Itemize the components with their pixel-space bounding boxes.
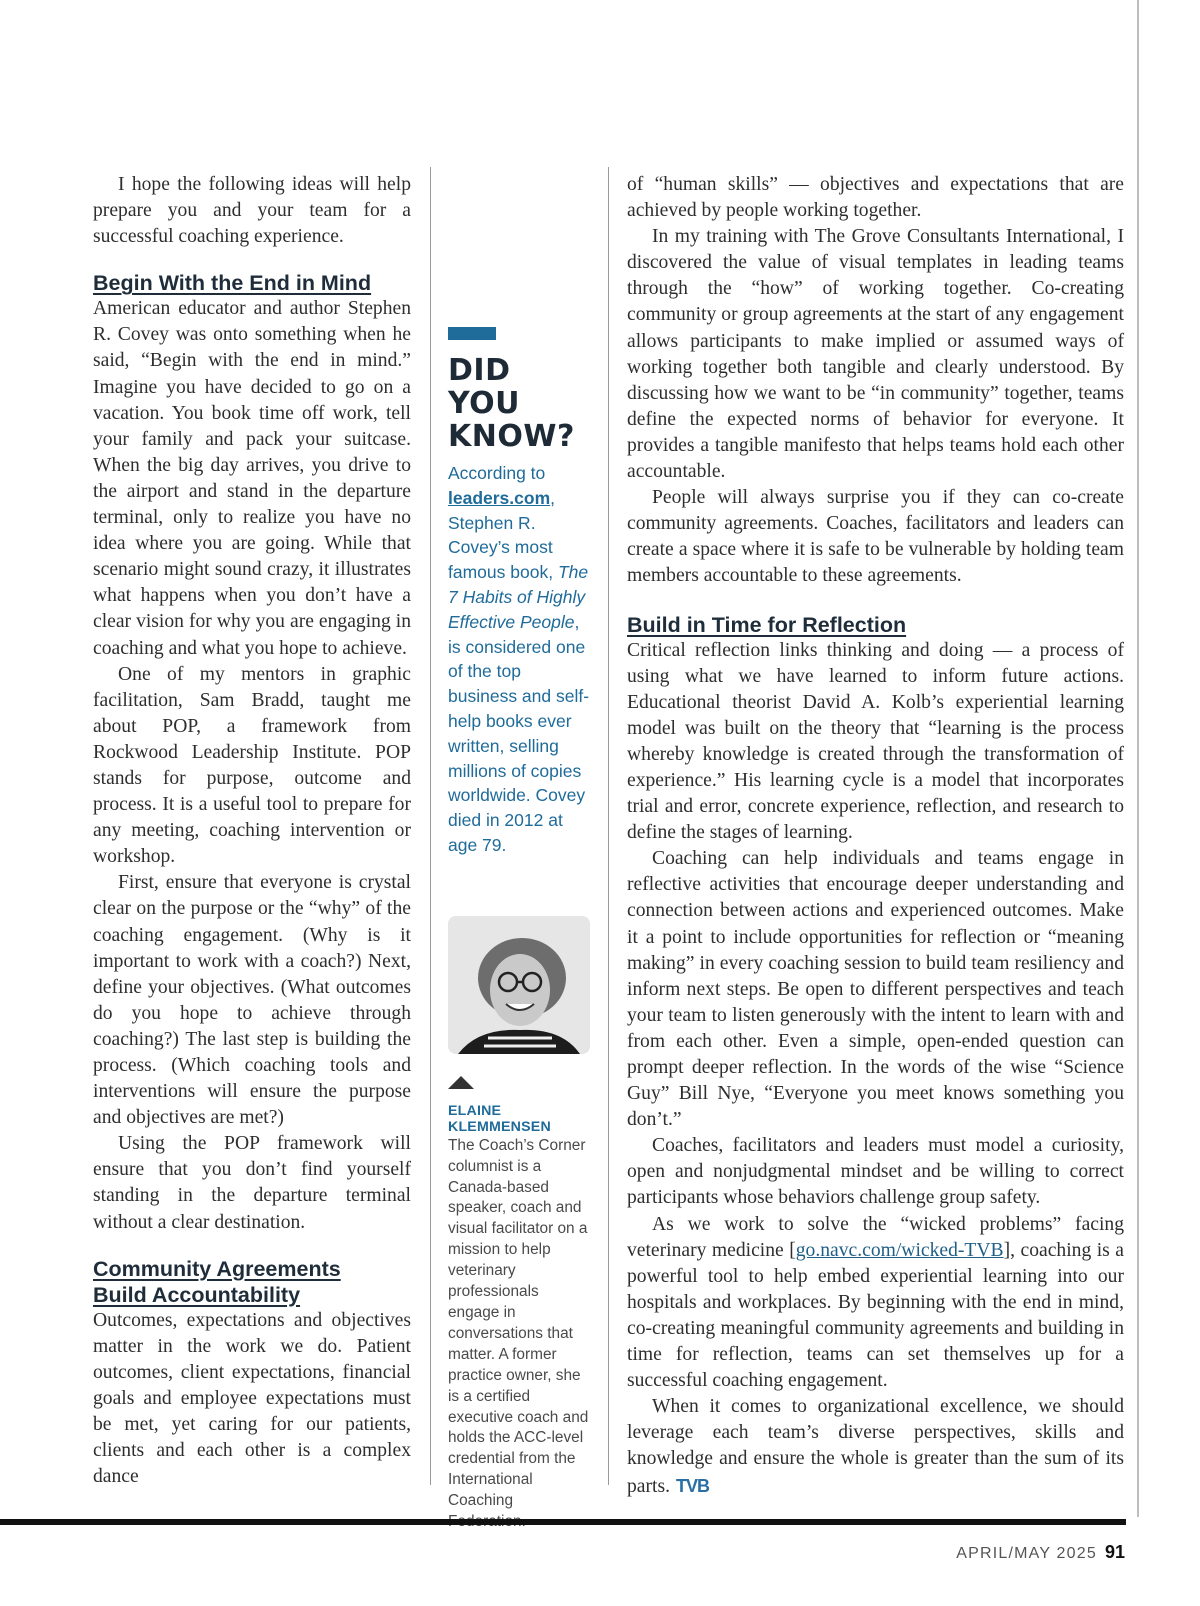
sidebar-title-line: DID YOU <box>448 353 521 421</box>
heading-begin-with-end: Begin With the End in Mind <box>93 271 372 296</box>
text-part: ], coaching is a powerful tool to help embed experiential learning into our hospitals and workplaces. By beginning with the end in mind, co-creating meaningful community agreements and building in time for reflection, teams can set themselves up for a successful coaching engagement. <box>627 1239 1124 1392</box>
sidebar-title <box>448 354 590 453</box>
body-paragraph: One of my mentors in graphic facilitation, Sam Bradd, taught me about POP, a framework from Rockwood Leadership Institute. POP stands for purpose, outcome and process. It is a useful tool to prepare for any meeting, coaching intervention or workshop. <box>93 663 411 868</box>
body-paragraph: Outcomes, expectations and objectives matter in the work we do. Patient outcomes, client expectations, financial goals and employee expectations must be met, yet caring for our patients, clients and each other is a complex dance <box>93 1309 411 1488</box>
did-you-know-sidebar <box>448 172 590 1533</box>
sidebar-text-part: According to <box>448 463 546 483</box>
tvb-end-mark: TVB <box>676 1475 709 1496</box>
sidebar-accent-bar <box>448 327 496 340</box>
author-portrait-illustration <box>448 916 590 1054</box>
right-column <box>627 172 1124 1500</box>
text-part: As we work to solve the “wicked problems” facing veterinary medicine [ <box>627 1213 1124 1261</box>
sidebar-title-line: KNOW? <box>448 419 575 454</box>
body-paragraph: American educator and author Stephen R. Covey was onto something when he said, “Begin with the end in mind.” Imagine you have decided to go on a vacation. You book time off work, tell your family and pack your suitcase. When the big day arrives, you drive to the airport and stand in the departure terminal, only to realize you have no idea where you are going. While that scenario might sound crazy, it illustrates what happens when you don’t have a clear vision for why you are engaging in coaching and what you hope to achieve. <box>93 298 411 659</box>
body-paragraph: Coaching can help individuals and teams engage in reflective activities that encourage deeper understanding and connection between actions and experienced outcomes. Make it a point to include opportunities for reflection or “meaning making” in every coaching session to build team resiliency and inform next steps. Be open to different perspectives and teach your team to listen generously with the intent to learn with and from each other. Even a simple, open-ended question can prompt deeper reflection. In the words of the wise “Science Guy” Bill Nye, “Everyone you meet knows something you don’t.” <box>627 848 1124 1131</box>
column-divider <box>608 167 609 1485</box>
sidebar-text-part: , is considered one of the top business and self-help books ever written, selling millions of copies worldwide. Covey died in 2012 at age 79. <box>448 611 590 855</box>
body-paragraph <box>627 1212 1124 1395</box>
footer-rule <box>0 1519 1126 1525</box>
body-paragraph: First, ensure that everyone is crystal clear on the purpose or the “why” of the coaching engagement. (Why is it important to work with a coach?) Next, define your objectives. (What outcomes do you hope to achieve through coaching?) The last step is building the process. (Which coaching tools and interventions will ensure the purpose and objectives are met?) <box>93 872 411 1129</box>
body-paragraph: In my training with The Grove Consultants International, I discovered the value of visual templates in leading teams through the “how” of working together. Co-creating community or group agreements at the start of any engagement allows participants to make implied or assumed ways of working together both tangible and clearly understood. By discussing how we want to be “in community” together, teams define the expected norms of behavior for everyone. It provides a tangible manifesto that helps teams hold each other accountable. <box>627 226 1124 483</box>
author-photo <box>448 916 590 1054</box>
author-name: ELAINE KLEMMENSEN <box>448 1102 551 1135</box>
body-paragraph: of “human skills” — objectives and expectations that are achieved by people working together. <box>627 174 1124 222</box>
heading-line: Build Accountability <box>93 1282 301 1307</box>
left-column <box>93 172 411 1490</box>
caption-pointer-icon <box>448 1076 474 1089</box>
body-paragraph <box>627 1394 1124 1499</box>
sidebar-text-part: , Stephen R. Covey’s most famous book, <box>448 487 556 583</box>
text-part: When it comes to organizational excellence, we should leverage each team’s diverse perspectives, skills and knowledge and ensure the whole is greater than the sum of its parts. <box>627 1396 1124 1497</box>
author-bio: The Coach’s Corner columnist is a Canada-based speaker, coach and visual facilitator on a mission to help veterinary professionals engage in conversations that matter. A former practice owner, she is a certified executive coach and holds the ACC-level credential from the International Coaching <box>448 1136 589 1510</box>
book-title: The 7 Habits of Highly Effective People <box>448 562 589 632</box>
wicked-problems-link[interactable]: go.navc.com/wicked-TVB <box>795 1239 1004 1261</box>
body-paragraph: Critical reflection links thinking and doing — a process of using what we have learned to inform future actions. Educational theorist David A. Kolb’s experiential learning model was built on the theory that “learning is the process whereby knowledge is created through the transformation of experience.” His learning cycle is a model that incorporates trial and error, concrete experience, reflection, and research to define the stages of learning. <box>627 639 1124 844</box>
column-divider <box>430 167 431 1485</box>
body-paragraph: Coaches, facilitators and leaders must model a curiosity, open and nonjudgmental mindset and be willing to correct participants whose behaviors challenge group safety. <box>627 1135 1124 1209</box>
heading-line: Community Agreements <box>93 1256 341 1281</box>
page-edge-rule <box>1137 0 1139 1517</box>
issue-date: APRIL/MAY 2025 <box>956 1545 1097 1562</box>
body-paragraph: People will always surprise you if they can co-create community agreements. Coaches, facilitators and leaders can create a space where it is safe to be vulnerable by holding team members accountable to these agreements. <box>627 487 1124 587</box>
body-paragraph: I hope the following ideas will help prepare you and your team for a successful coaching experience. <box>93 174 411 248</box>
heading-community-agreements <box>93 1256 411 1308</box>
sidebar-text <box>448 461 590 858</box>
body-paragraph: Using the POP framework will ensure that you don’t find yourself standing in the departure terminal without a clear destination. <box>93 1133 411 1233</box>
heading-reflection: Build in Time for Reflection <box>627 612 907 637</box>
page-number: 91 <box>1104 1542 1125 1562</box>
leaders-com-link[interactable]: leaders.com <box>448 487 551 508</box>
folio <box>956 1542 1125 1563</box>
